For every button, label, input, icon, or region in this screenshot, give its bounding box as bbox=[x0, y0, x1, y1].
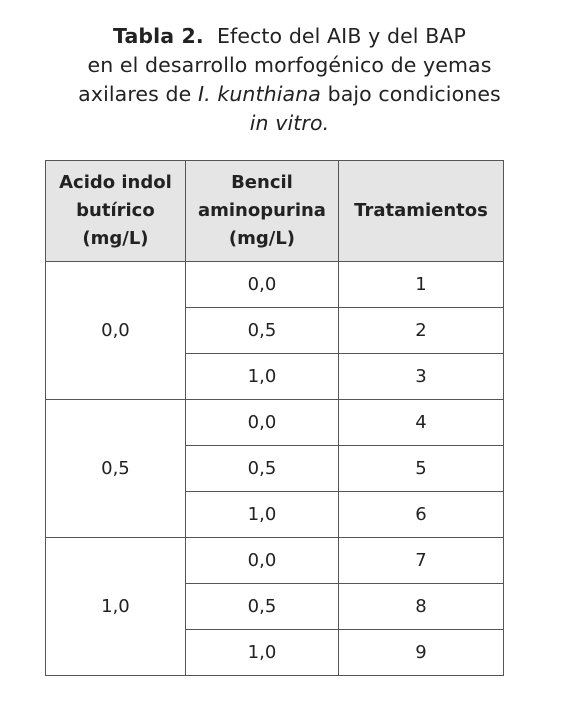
aib-cell: 0,5 bbox=[46, 400, 186, 538]
bap-cell: 0,0 bbox=[185, 538, 338, 584]
header-treatments bbox=[339, 161, 504, 262]
treatment-cell: 1 bbox=[339, 262, 504, 308]
species-name: I. kunthiana bbox=[197, 82, 321, 106]
table-caption bbox=[0, 22, 579, 138]
aib-cell: 1,0 bbox=[46, 538, 186, 676]
header-aib-line: Acido indol bbox=[59, 172, 172, 193]
table-row bbox=[46, 400, 504, 446]
bap-cell: 1,0 bbox=[185, 492, 338, 538]
header-treatments-line: Tratamientos bbox=[354, 200, 488, 221]
treatment-cell: 7 bbox=[339, 538, 504, 584]
treatments-table bbox=[45, 160, 504, 676]
bap-cell: 1,0 bbox=[185, 354, 338, 400]
caption-line-2: en el desarrollo morfogénico de yemas bbox=[87, 53, 492, 77]
caption-line-1 bbox=[0, 22, 579, 51]
treatment-cell: 2 bbox=[339, 308, 504, 354]
treatment-cell: 3 bbox=[339, 354, 504, 400]
header-aib-line: (mg/L) bbox=[82, 228, 149, 249]
treatment-cell: 5 bbox=[339, 446, 504, 492]
treatment-cell: 9 bbox=[339, 630, 504, 676]
aib-cell: 0,0 bbox=[46, 262, 186, 400]
table-row bbox=[46, 538, 504, 584]
caption-line-4: in vitro. bbox=[249, 111, 330, 135]
caption-title-part: Efecto del AIB y del BAP bbox=[216, 24, 466, 48]
header-bap-line: aminopurina bbox=[197, 200, 326, 221]
bap-cell: 0,5 bbox=[185, 584, 338, 630]
caption-line-3-post: bajo condiciones bbox=[327, 82, 501, 106]
table-row bbox=[46, 262, 504, 308]
header-bap-line: Bencil bbox=[231, 172, 293, 193]
header-aib bbox=[46, 161, 186, 262]
bap-cell: 1,0 bbox=[185, 630, 338, 676]
bap-cell: 0,0 bbox=[185, 262, 338, 308]
caption-label: Tabla 2. bbox=[113, 24, 204, 48]
bap-cell: 0,5 bbox=[185, 446, 338, 492]
header-bap bbox=[185, 161, 338, 262]
bap-cell: 0,0 bbox=[185, 400, 338, 446]
treatment-cell: 6 bbox=[339, 492, 504, 538]
bap-cell: 0,5 bbox=[185, 308, 338, 354]
header-aib-line: butírico bbox=[76, 200, 155, 221]
caption-line-3-pre: axilares de bbox=[78, 82, 192, 106]
header-row bbox=[46, 161, 504, 262]
treatment-cell: 4 bbox=[339, 400, 504, 446]
header-bap-line: (mg/L) bbox=[228, 228, 296, 249]
treatment-cell: 8 bbox=[339, 584, 504, 630]
caption-line-3 bbox=[0, 80, 579, 109]
